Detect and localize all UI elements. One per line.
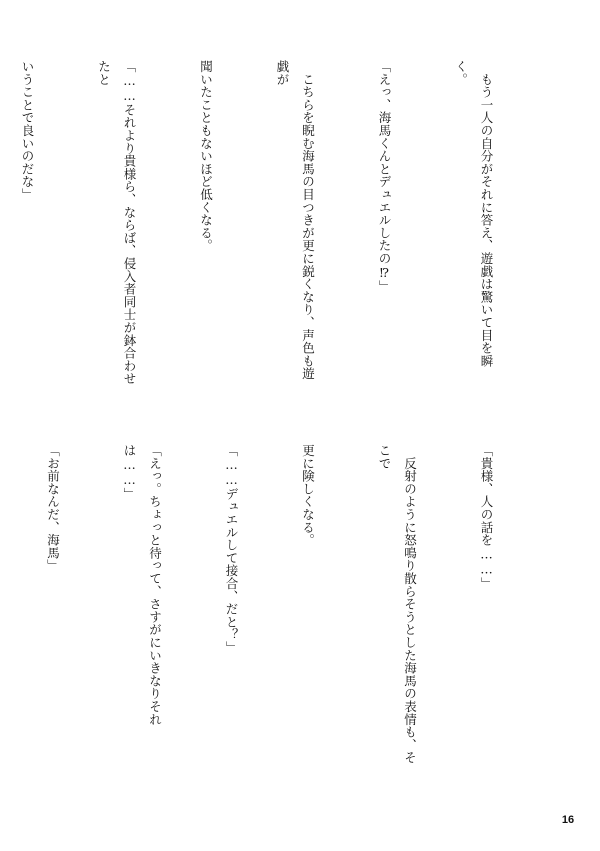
text-tier-top <box>20 60 550 390</box>
text-line: 「……デュエルして接合、だと？」 <box>224 444 239 654</box>
text-line: 「えっ。ちょっと待って、さすがにいきなりそれは……」 <box>122 444 163 726</box>
text-line: 「貴様、人の話を……」 <box>479 444 494 590</box>
text-line: 「お前なんだ、海馬」 <box>45 444 61 572</box>
text-line: 「えっ、海馬くんとデュエルしたの⁉」 <box>377 60 392 293</box>
text-tier-bottom <box>45 444 550 774</box>
text-line: こちらを睨む海馬の目つきが更に鋭くなり、声色も遊戯が <box>275 60 316 380</box>
page-number: 16 <box>561 814 575 826</box>
text-line: 「……それより貴様ら、ならば、侵入者同士が鉢合わせたと <box>96 60 137 385</box>
text-line: 更に険しくなる。 <box>300 444 316 547</box>
text-line: 反射のように怒鳴り散らそうとした海馬の表情も、そこで <box>377 444 418 764</box>
text-line: いうことで良いのだな」 <box>20 60 35 201</box>
text-line: もう一人の自分がそれに答え、遊戯は驚いて目を瞬く。 <box>453 60 494 368</box>
text-line: 聞いたこともないほど低くなる。 <box>198 60 214 252</box>
